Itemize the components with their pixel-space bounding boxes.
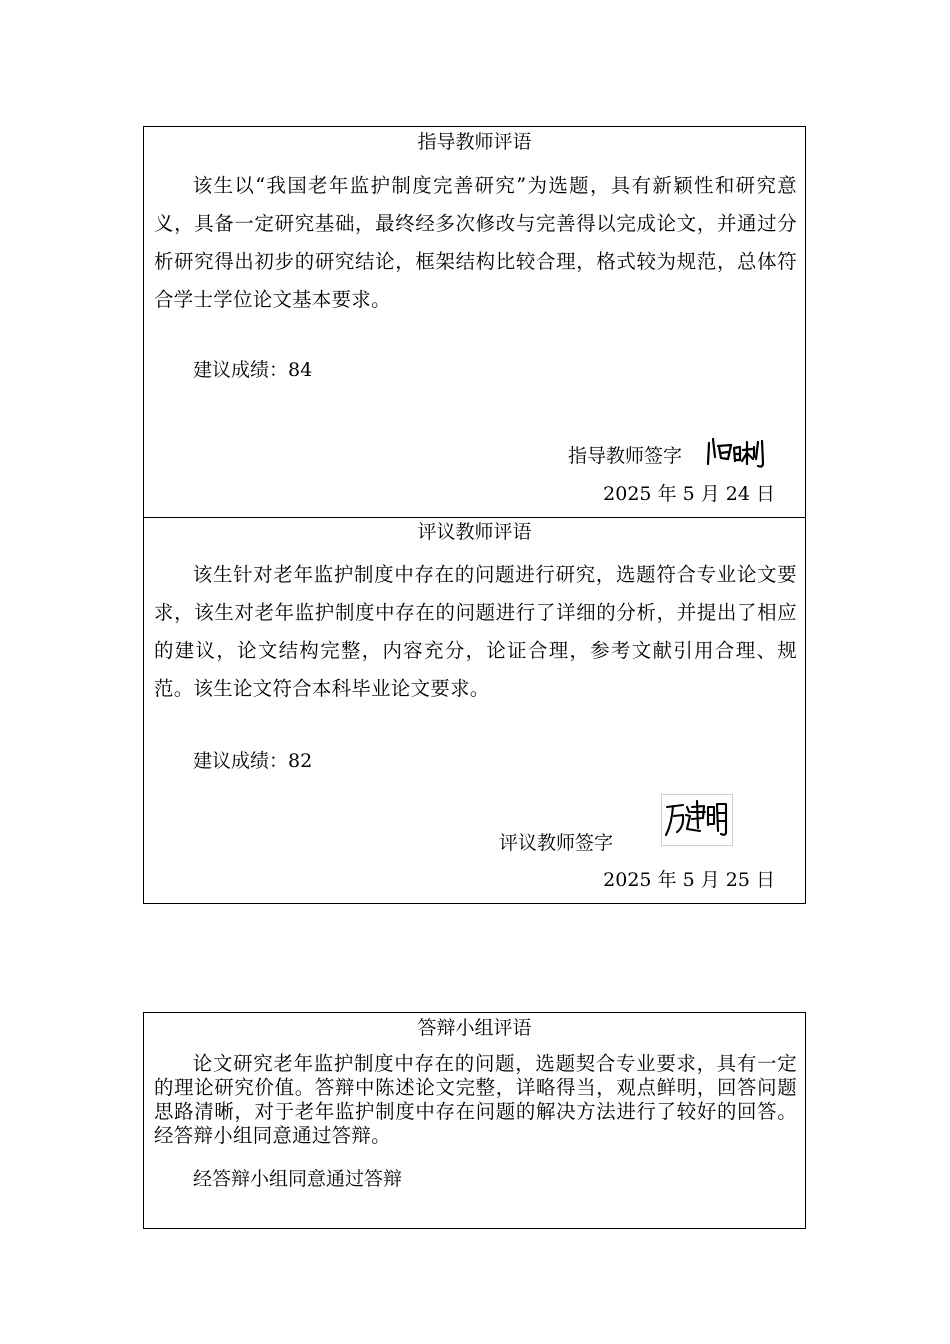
defense-section — [144, 1013, 805, 1228]
reviewer-grade: 建议成绩：82 — [193, 750, 313, 772]
reviewer-comment: 该生针对老年监护制度中存在的问题进行研究，选题符合专业论文要求，该生对老年监护制度中存在的问题进行了详细的分析，并提出了相应的建议，论文结构完整，内容充分，论证合理，参考文献引用合理、规范。该生论文符合本科毕业论文要求。 — [154, 563, 797, 700]
defense-comment: 论文研究老年监护制度中存在的问题，选题契合专业要求，具有一定的理论研究价值。答辩中陈述论文完整，详略得当，观点鲜明，回答问题思路清晰，对于老年监护制度中存在问题的解决方法进行了较好的回答。经答辩小组同意通过答辩。 — [154, 1052, 797, 1147]
advisor-section-title: 指导教师评语 — [417, 131, 532, 153]
reviewer-date: 2025 年 5 月 25 日 — [603, 869, 775, 891]
advisor-signature-label: 指导教师签字 — [568, 445, 683, 467]
reviewer-signature-label: 评议教师签字 — [499, 832, 614, 854]
reviewer-section-title: 评议教师评语 — [417, 521, 532, 543]
reviewer-signature-image — [661, 794, 733, 846]
reviewer-section — [144, 517, 805, 903]
advisor-signature-image — [705, 433, 769, 473]
advisor-date: 2025 年 5 月 24 日 — [603, 483, 775, 505]
advisor-section — [144, 127, 805, 517]
defense-table — [143, 1012, 806, 1229]
defense-section-title: 答辩小组评语 — [417, 1017, 532, 1039]
advisor-comment: 该生以“我国老年监护制度完善研究”为选题，具有新颖性和研究意义，具备一定研究基础，最终经多次修改与完善得以完成论文，并通过分析研究得出初步的研究结论，框架结构比较合理，格式较为规范，总体符合学士学位论文基本要求。 — [154, 174, 797, 311]
defense-conclusion: 经答辩小组同意通过答辩 — [193, 1168, 403, 1190]
evaluation-table — [143, 126, 806, 904]
advisor-grade: 建议成绩：84 — [193, 359, 313, 381]
